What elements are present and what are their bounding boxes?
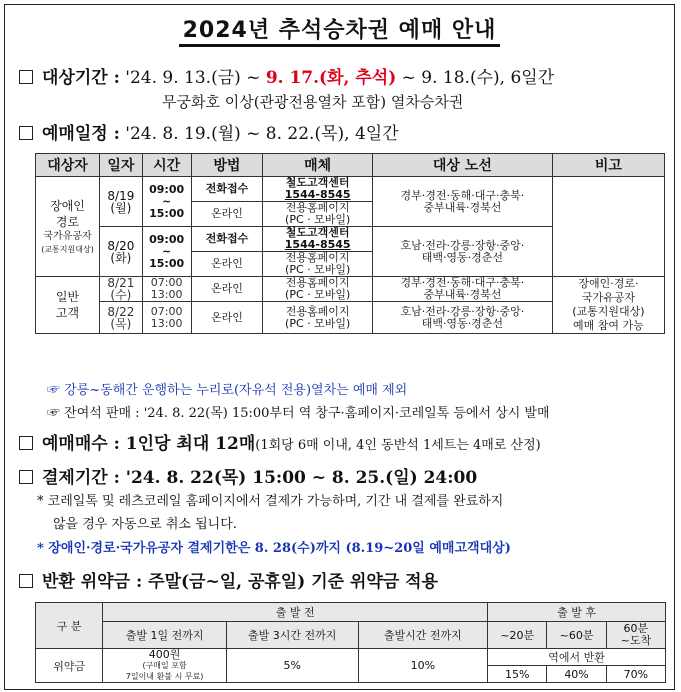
limit-line: 예매매수 : 1인당 최대 12매(1회당 6매 이내, 4인 동반석 1세트는 4매로 산정)	[19, 429, 541, 454]
period-subtext: 무궁화호 이상(관광전용열차 포함) 열차승차권	[162, 93, 464, 111]
table-row: 위약금 400원 (구매일 포함 7일이내 환불 시 무료) 5% 10% 역에서 반환	[36, 649, 666, 666]
note-nurirо-exclusion: ☞ 강릉~동해간 운행하는 누리로(자유석 전용)열차는 예매 제외	[47, 383, 408, 398]
checkbox-icon	[19, 436, 33, 450]
checkbox-icon	[19, 126, 33, 140]
notice-page	[4, 4, 675, 690]
payment-note-1: * 코레일톡 및 레츠코레일 홈페이지에서 결제가 가능하며, 기간 내 결제를 완료하지	[37, 494, 504, 509]
checkbox-icon	[19, 574, 33, 588]
schedule-table: 대상자 일자 시간 방법 매체 대상 노선 비고 장애인 경로 국가유공자 (교통지원대상) 8/19 (월) 09:00 ~ 15:00 전화접수 철도고객센터 1544-8545 경부·경전·동해·대구·충북· 중부내륙·경북선 온라인 전용홈페이지 (PC · 모바일) 8/20 (화) 09:00 ~ 15:00 전화접수 철도고객센터 1544-8545 호남·전라·강릉·장항·중앙· 태백·영동·경춘선 온라인 전용홈페이지 (PC · 모바일) 일반 고객 8/21 (수) 07:00 13:00 온라인 전용홈페이지 (PC · 모바일) 경부·경전·동해·대구·충북· 중부내륙·경북선 장애인·경로· 국가유공자 (교통지원대상) 예매 참여 가능 8/22 (목) 07:00 13:00 온라인 전용홈페이지 (PC · 모바일) 호남·전라·강릉·장항·중앙· 태백·영동·경춘선	[35, 153, 666, 334]
table-row: 8/22 (목) 07:00 13:00 온라인 전용홈페이지 (PC · 모바일) 호남·전라·강릉·장항·중앙· 태백·영동·경춘선	[36, 302, 666, 309]
note-remaining-seats: ☞ 잔여석 판매 : '24. 8. 22(목) 15:00부터 역 창구·홈페이지·코레일톡 등에서 상시 발매	[47, 406, 550, 421]
period-line: 대상기간 : '24. 9. 13.(금) ~ 9. 17.(화, 추석) ~ 9. 18.(수), 6일간	[19, 63, 554, 88]
table-row: 15% 40% 70%	[36, 666, 666, 683]
payment-line: 결제기간 : '24. 8. 22(목) 15:00 ~ 8. 25.(일) 24:00	[19, 463, 477, 488]
refund-table: 구 분 출 발 전 출 발 후 출발 1일 전까지 출발 3시간 전까지 출발시간 전까지 ~20분 ~60분 60분 ~도착 위약금 400원 (구매일 포함 7일이내 환불 시 무료) 5% 10% 역에서 반환 15% 40% 70%	[35, 602, 666, 683]
table-header-row: 대상자 일자 시간 방법 매체 대상 노선 비고	[36, 154, 666, 177]
target-group-disabled: 장애인 경로 국가유공자 (교통지원대상)	[36, 177, 100, 277]
schedule-line: 예매일정 : '24. 8. 19.(월) ~ 8. 22.(목), 4일간	[19, 119, 399, 144]
checkbox-icon	[19, 470, 33, 484]
checkbox-icon	[19, 70, 33, 84]
refund-line: 반환 위약금 : 주말(금~일, 공휴일) 기준 위약금 적용	[19, 567, 438, 592]
target-group-general: 일반 고객	[36, 277, 100, 334]
page-title: 2024년 추석승차권 예매 안내	[5, 13, 674, 44]
payment-note-2: 않을 경우 자동으로 취소 됩니다.	[53, 517, 237, 532]
payment-note-3: * 장애인·경로·국가유공자 결제기한은 8. 28(수)까지 (8.19~20일 예매고객대상)	[37, 541, 511, 556]
